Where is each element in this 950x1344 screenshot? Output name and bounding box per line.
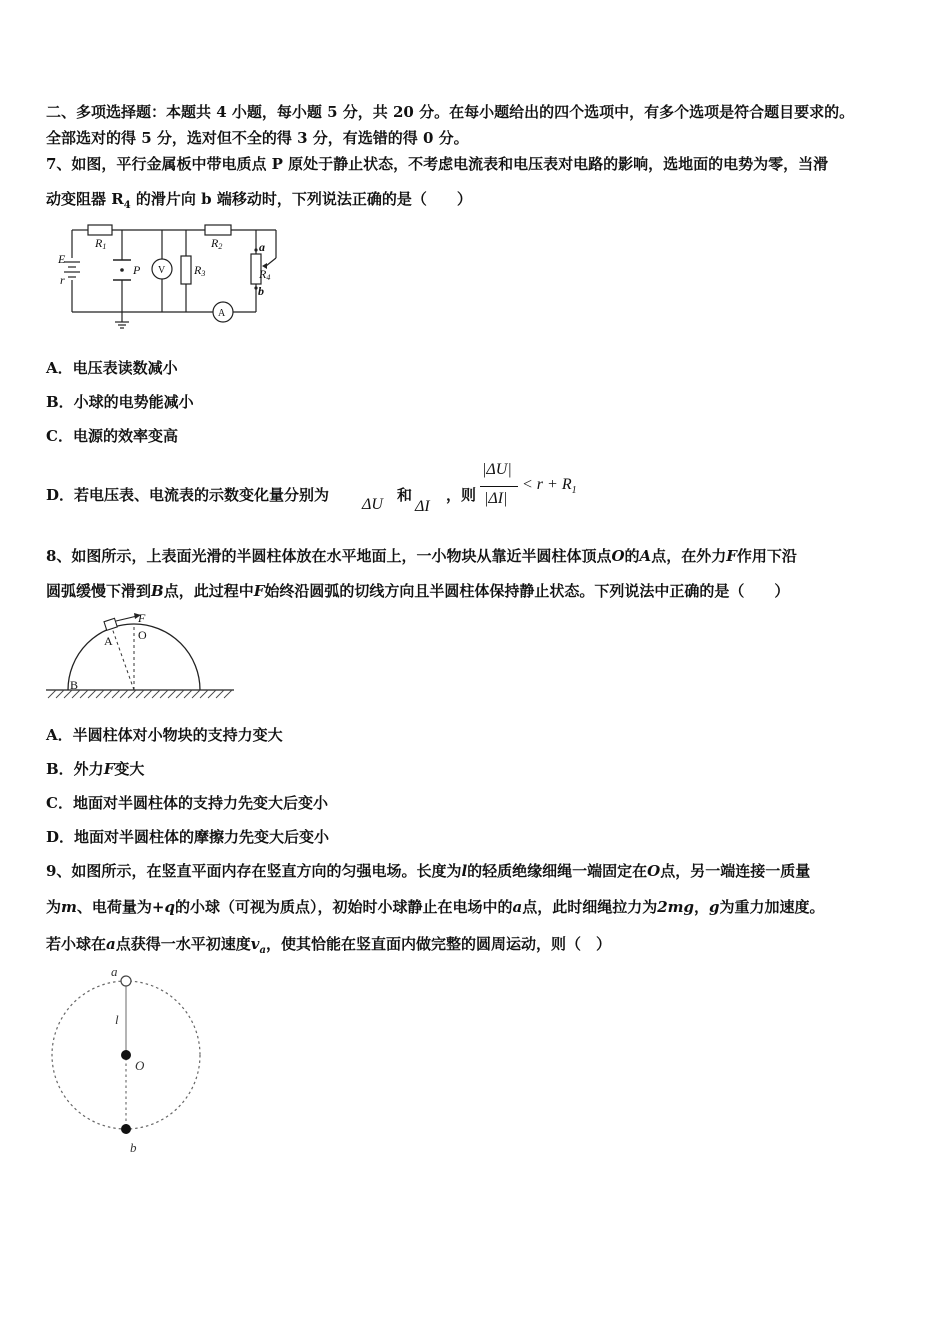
label-r: r	[60, 273, 65, 287]
fig-label-a: a	[111, 964, 118, 979]
section-heading-line1: 二、多项选择题：本题共 4 小题，每小题 5 分，共 20 分。在每小题给出的四个选项中，有多个选项是符合题目要求的。	[46, 103, 855, 121]
battery-icon	[64, 262, 80, 277]
q8-option-d: D．地面对半圆柱体的摩擦力先变大后变小	[46, 828, 330, 846]
q8-stem-line1: 8、如图所示，上表面光滑的半圆柱体放在水平地面上，一小物块从靠近半圆柱体顶点O的A点，在外力F作用下沿	[46, 547, 797, 565]
q7-he: 和	[397, 486, 413, 504]
q7-frac-bottom: |ΔI|	[484, 490, 508, 507]
q7-option-d: D．若电压表、电流表的示数变化量分别为	[46, 486, 330, 504]
q8-option-a: A．半圆柱体对小物块的支持力变大	[46, 726, 283, 744]
fig-label-b: B	[70, 678, 79, 692]
fig-label-f: F	[138, 611, 146, 625]
point-b	[121, 1124, 131, 1134]
q7-option-a: A．电压表读数减小	[46, 359, 178, 377]
q7-stem-line1: 7、如图，平行金属板中带电质点 P 原处于静止状态，不考虑电流表和电压表对电路的影响，选地面的电势为零，当滑	[46, 155, 829, 173]
q8-stem-line2: 圆弧缓慢下滑到B点，此过程中F始终沿圆弧的切线方向且半圆柱体保持静止状态。下列说法中正确的是（ ）	[46, 582, 790, 600]
q9-stem-line3: 若小球在a点获得一水平初速度$v_a$，使其恰能在竖直面内做完整的圆周运动，则（ ）	[46, 935, 611, 956]
q7-circuit-diagram	[58, 222, 288, 334]
fig-label-l: l	[115, 1012, 119, 1027]
q7-delta-u: ΔU	[362, 496, 383, 513]
label-r2: R2	[211, 236, 223, 251]
label-a-terminal: a	[259, 240, 265, 254]
pivot-o	[121, 1050, 131, 1060]
resistor-r1	[88, 225, 112, 235]
fig-label-o: O	[135, 1058, 145, 1073]
q8-option-b: B．外力F变大	[46, 760, 145, 778]
q9-stem-line1: 9、如图所示，在竖直平面内存在竖直方向的匀强电场。长度为l的轻质绝缘细绳一端固定在O点，另一端连接一质量	[46, 862, 811, 880]
section-heading-line2: 全部选对的得 5 分，选对但不全的得 3 分，有选错的得 0 分。	[46, 129, 469, 147]
fig-label-o: O	[138, 628, 147, 642]
q7-stem-line2: 动变阻器 $R_4$ 的滑片向 b 端移动时，下列说法正确的是（ ）	[46, 190, 472, 211]
particle-p	[120, 268, 124, 272]
q7-frac-top: |ΔU|	[482, 461, 512, 478]
q7-ze: ，则	[446, 486, 477, 504]
label-ammeter: A	[218, 308, 226, 319]
ground-icon	[115, 322, 129, 328]
q7-option-b: B．小球的电势能减小	[46, 393, 194, 411]
label-e: E	[58, 252, 66, 266]
small-block	[104, 618, 117, 630]
q8-semicylinder-diagram	[44, 612, 236, 702]
label-p: P	[133, 263, 141, 277]
q7-delta-i: ΔI	[415, 498, 430, 515]
resistor-r3	[181, 256, 191, 284]
q9-stem-line2: 为m、电荷量为+q的小球（可视为质点），初始时小球静止在电场中的a点，此时细绳拉力为2mg，g为重力加速度。	[46, 898, 825, 916]
q8-option-c: C．地面对半圆柱体的支持力先变大后变小	[46, 794, 328, 812]
q7-frac-line	[480, 486, 518, 487]
fig-label-b: b	[130, 1140, 137, 1155]
resistor-r2	[205, 225, 231, 235]
label-v: V	[158, 265, 166, 276]
q9-circle-diagram	[48, 966, 208, 1158]
fig-label-a: A	[104, 634, 113, 648]
point-a	[121, 976, 131, 986]
label-r3: R3	[194, 263, 206, 278]
label-b-terminal: b	[258, 284, 264, 298]
label-r4: R4	[259, 267, 271, 282]
label-r1: R1	[95, 236, 107, 251]
q7-option-c: C．电源的效率变高	[46, 427, 178, 445]
q7-inequality: < $r + R_1$	[522, 476, 577, 497]
